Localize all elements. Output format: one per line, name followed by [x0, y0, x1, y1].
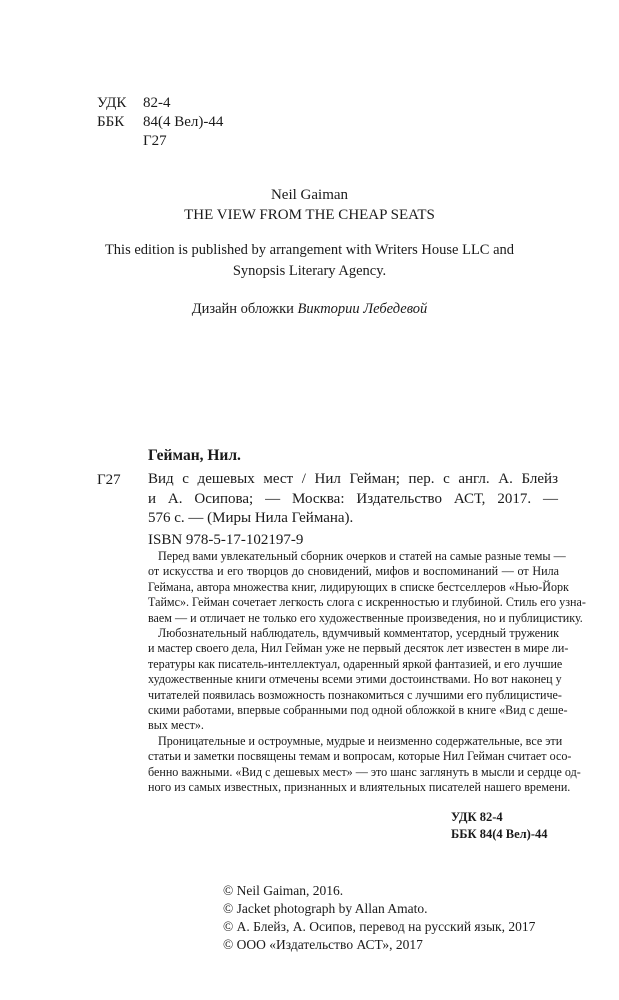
annotation-paragraph — [148, 733, 581, 796]
udk-label: УДК — [97, 95, 127, 111]
annotation — [148, 549, 586, 796]
udk-value: 82-4 — [143, 95, 171, 111]
annotation-line: ваем — и отличает не только его художественные произведения, но и публицистику. — [148, 610, 583, 625]
annotation-line: Перед вами увлекательный сборник очерков и статей на самые разные темы — — [158, 549, 566, 563]
catalog-description-line: 576 с. — (Миры Нила Геймана). — [148, 510, 354, 526]
annotation-line: статьи и заметки посвящены темам и вопросам, которые Нил Гейман считает осо- — [148, 749, 572, 764]
annotation-paragraph — [148, 549, 586, 626]
bbk-value: 84(4 Вел)-44 — [143, 114, 224, 130]
catalog-description-line: Вид с дешевых мест / Нил Гейман; пер. с англ. А. Блейз — [148, 471, 558, 487]
original-title: THE VIEW FROM THE CHEAP SEATS — [184, 207, 435, 223]
annotation-line: Любознательный наблюдатель, вдумчивый комментатор, усердный труженик — [158, 626, 559, 641]
annotation-paragraph — [148, 626, 569, 734]
bbk-label: ББК — [97, 114, 125, 130]
copyright-line: © ООО «Издательство АСТ», 2017 — [223, 937, 423, 952]
edition-note-line-1: This edition is published by arrangement with Writers House LLC and — [104, 242, 515, 258]
annotation-line: художественные книги отмечены всеми этими достоинствами. Но вот наконец у — [148, 672, 562, 687]
annotation-line: Проницательные и остроумные, мудрые и неизменно содержательные, все эти — [158, 733, 563, 748]
catalog-description — [148, 470, 558, 529]
cover-designer: Виктории Лебедевой — [297, 301, 428, 317]
edition-note-line-2: Synopsis Literary Agency. — [232, 263, 387, 279]
annotation-line: Геймана, автора множества книг, лидирующих в списке бестселлеров «Нью-Йорк — [148, 579, 569, 594]
annotation-line: тературы как писатель-интеллектуал, одаренный яркой фантазией, и его лучшие — [148, 656, 563, 671]
copyright-line: © Neil Gaiman, 2016. — [223, 883, 344, 898]
annotation-udk: УДК 82-4 — [451, 810, 503, 824]
cover-design-prefix: Дизайн обложки — [191, 301, 294, 317]
catalog-description-line: и А. Осипова; — Москва: Издательство АСТ, 2017. — — [148, 490, 558, 507]
author-mark-top: Г27 — [143, 133, 167, 149]
catalog-isbn: ISBN 978-5-17-102197-9 — [148, 532, 304, 548]
annotation-line: ного из самых известных, признанных и влиятельных писателей нашего времени. — [148, 780, 571, 795]
annotation-line: скими работами, впервые собранными под одной обложкой в книге «Вид с деше- — [148, 703, 568, 718]
annotation-line: бенно важными. «Вид с дешевых мест» — это шанс заглянуть в мысли и сердце од- — [148, 764, 581, 779]
annotation-line: вых мест». — [148, 718, 204, 733]
copyright-line: © А. Блейз, А. Осипов, перевод на русский язык, 2017 — [223, 919, 536, 934]
annotation-line: от искусства и его творцов до сновидений, мифов и воспоминаний — от Нила — [148, 564, 559, 579]
annotation-line: читателей появилась возможность познакомиться с лучшими его публицистиче- — [148, 687, 562, 702]
original-author: Neil Gaiman — [270, 187, 349, 203]
annotation-line: Таймс». Гейман сочетает легкость слога с искренностью и глубиной. Стиль его узна- — [148, 595, 586, 610]
cover-design-credit — [0, 301, 619, 318]
catalog-author-mark: Г27 — [97, 472, 121, 488]
annotation-line: и мастер своего дела, Нил Гейман уже не первый десяток лет известен в мире ли- — [148, 641, 569, 656]
copyright-line: © Jacket photograph by Allan Amato. — [223, 901, 428, 916]
catalog-author-heading: Гейман, Нил. — [148, 447, 241, 464]
annotation-bbk: ББК 84(4 Вел)-44 — [451, 827, 548, 841]
